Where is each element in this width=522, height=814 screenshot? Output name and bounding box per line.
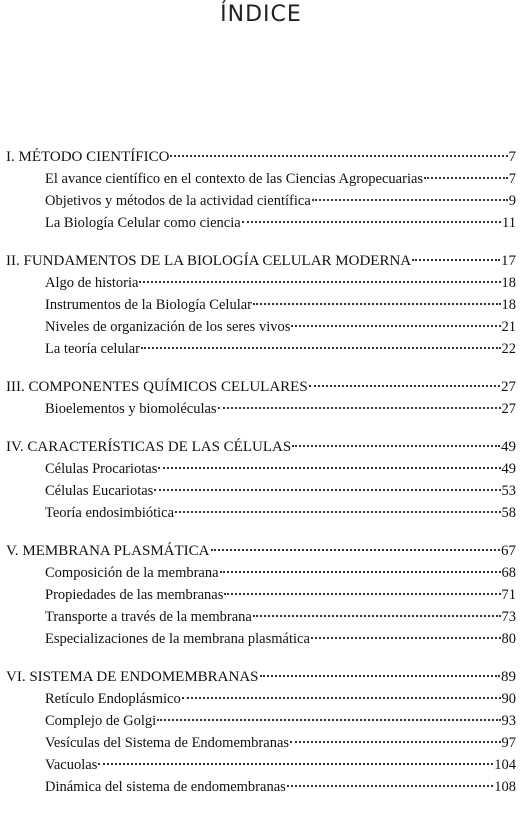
toc-chapter	[6, 376, 516, 420]
toc-entry-page-number: 18	[501, 275, 516, 291]
toc-entry-label: Vesículas del Sistema de Endomembranas	[45, 735, 290, 751]
toc-chapter	[6, 436, 516, 524]
dot-leader	[220, 571, 501, 573]
dot-leader	[139, 281, 500, 283]
toc-entry-label: Células Procariotas	[45, 461, 158, 477]
toc-entry-label: Composición de la membrana	[45, 565, 219, 581]
dot-leader	[157, 719, 500, 721]
dot-leader	[158, 467, 500, 469]
toc-chapter-heading-label: I. MÉTODO CIENTÍFICO	[6, 149, 170, 165]
toc-entry[interactable]	[6, 458, 516, 480]
toc-entry-page-number: 93	[501, 713, 516, 729]
toc-entry-page-number: 104	[494, 757, 516, 773]
toc-entry-label: Teoría endosimbiótica	[45, 505, 175, 521]
toc-entry[interactable]	[6, 398, 516, 420]
toc-entry-label: Algo de historia	[45, 275, 139, 291]
dot-leader	[182, 697, 501, 699]
dot-leader	[292, 445, 500, 447]
toc-entry-page-number: 71	[501, 587, 516, 603]
toc-entry-page-number: 18	[501, 297, 516, 313]
toc-entry-page-number: 22	[501, 341, 516, 357]
toc-entry-page-number: 108	[494, 779, 516, 795]
table-of-contents	[6, 146, 516, 814]
toc-chapter	[6, 250, 516, 360]
toc-entry-label: Especializaciones de la membrana plasmática	[45, 631, 310, 647]
toc-entry[interactable]	[6, 272, 516, 294]
toc-entry-label: Instrumentos de la Biología Celular	[45, 297, 252, 313]
toc-entry-label: El avance científico en el contexto de las Ciencias Agropecuarias	[45, 171, 424, 187]
toc-chapter-heading-page-number: 7	[508, 149, 516, 165]
toc-entry[interactable]	[6, 628, 516, 650]
toc-chapter-heading-label: IV. CARACTERÍSTICAS DE LAS CÉLULAS	[6, 439, 292, 455]
toc-entry-label: Transporte a través de la membrana	[45, 609, 252, 625]
dot-leader	[175, 511, 500, 513]
toc-entry-label: La Biología Celular como ciencia	[45, 215, 241, 231]
toc-entry-label: Células Eucariotas	[45, 483, 154, 499]
dot-leader	[287, 785, 493, 787]
toc-chapter-heading-page-number: 49	[501, 439, 516, 455]
toc-chapter-heading[interactable]	[6, 146, 516, 168]
toc-entry[interactable]	[6, 776, 516, 798]
toc-entry[interactable]	[6, 732, 516, 754]
toc-entry-label: Niveles de organización de los seres vivos	[45, 319, 291, 335]
toc-entry-page-number: 73	[501, 609, 516, 625]
toc-entry[interactable]	[6, 562, 516, 584]
toc-entry[interactable]	[6, 190, 516, 212]
dot-leader	[211, 549, 500, 551]
toc-chapter-heading-page-number: 17	[501, 253, 516, 269]
dot-leader	[309, 385, 500, 387]
toc-entry-page-number: 68	[501, 565, 516, 581]
dot-leader	[312, 199, 508, 201]
dot-leader	[170, 155, 507, 157]
toc-chapter	[6, 146, 516, 234]
toc-chapter-heading-label: VI. SISTEMA DE ENDOMEMBRANAS	[6, 669, 259, 685]
toc-entry-page-number: 9	[508, 193, 516, 209]
toc-entry-page-number: 21	[501, 319, 516, 335]
toc-entry-page-number: 11	[502, 215, 516, 231]
toc-entry[interactable]	[6, 168, 516, 190]
toc-entry-page-number: 27	[501, 401, 516, 417]
toc-entry-page-number: 90	[501, 691, 516, 707]
toc-entry[interactable]	[6, 338, 516, 360]
toc-entry-label: Objetivos y métodos de la actividad científica	[45, 193, 311, 209]
dot-leader	[98, 763, 493, 765]
toc-entry[interactable]	[6, 502, 516, 524]
toc-entry-label: Retículo Endoplásmico	[45, 691, 181, 707]
toc-chapter	[6, 540, 516, 650]
toc-chapter-heading-page-number: 89	[501, 669, 516, 685]
toc-chapter-heading[interactable]	[6, 540, 516, 562]
toc-entry-page-number: 97	[501, 735, 516, 751]
toc-entry-label: Bioelementos y biomoléculas	[45, 401, 217, 417]
toc-entry[interactable]	[6, 688, 516, 710]
toc-entry[interactable]	[6, 294, 516, 316]
toc-entry-label: Propiedades de las membranas	[45, 587, 224, 603]
dot-leader	[253, 615, 501, 617]
toc-entry[interactable]	[6, 606, 516, 628]
dot-leader	[141, 347, 501, 349]
dot-leader	[412, 259, 500, 261]
dot-leader	[290, 741, 500, 743]
toc-chapter-heading-label: II. FUNDAMENTOS DE LA BIOLOGÍA CELULAR MODERNA	[6, 253, 412, 269]
toc-entry[interactable]	[6, 584, 516, 606]
toc-entry[interactable]	[6, 754, 516, 776]
toc-entry-page-number: 53	[501, 483, 516, 499]
dot-leader	[224, 593, 500, 595]
toc-chapter-heading-page-number: 67	[501, 543, 516, 559]
toc-entry[interactable]	[6, 710, 516, 732]
toc-chapter-heading-label: III. COMPONENTES QUÍMICOS CELULARES	[6, 379, 308, 395]
dot-leader	[253, 303, 501, 305]
toc-entry[interactable]	[6, 316, 516, 338]
toc-chapter-heading[interactable]	[6, 376, 516, 398]
toc-chapter-heading-page-number: 27	[501, 379, 516, 395]
toc-entry-page-number: 58	[501, 505, 516, 521]
toc-entry-label: Vacuolas	[45, 757, 98, 773]
toc-chapter-heading[interactable]	[6, 666, 516, 688]
dot-leader	[424, 177, 508, 179]
toc-chapter-heading-label: V. MEMBRANA PLASMÁTICA	[6, 543, 210, 559]
toc-entry-page-number: 7	[508, 171, 516, 187]
toc-entry[interactable]	[6, 480, 516, 502]
toc-chapter-heading[interactable]	[6, 250, 516, 272]
dot-leader	[291, 325, 500, 327]
toc-entry[interactable]	[6, 212, 516, 234]
dot-leader	[154, 489, 500, 491]
toc-chapter-heading[interactable]	[6, 436, 516, 458]
dot-leader	[242, 221, 501, 223]
toc-entry-label: La teoría celular	[45, 341, 140, 357]
dot-leader	[311, 637, 501, 639]
toc-entry-label: Complejo de Golgi	[45, 713, 157, 729]
toc-entry-page-number: 49	[501, 461, 516, 477]
page-title: ÍNDICE	[220, 2, 302, 27]
toc-chapter	[6, 666, 516, 798]
toc-entry-label: Dinámica del sistema de endomembranas	[45, 779, 286, 795]
toc-entry-page-number: 80	[501, 631, 516, 647]
dot-leader	[218, 407, 501, 409]
dot-leader	[260, 675, 500, 677]
